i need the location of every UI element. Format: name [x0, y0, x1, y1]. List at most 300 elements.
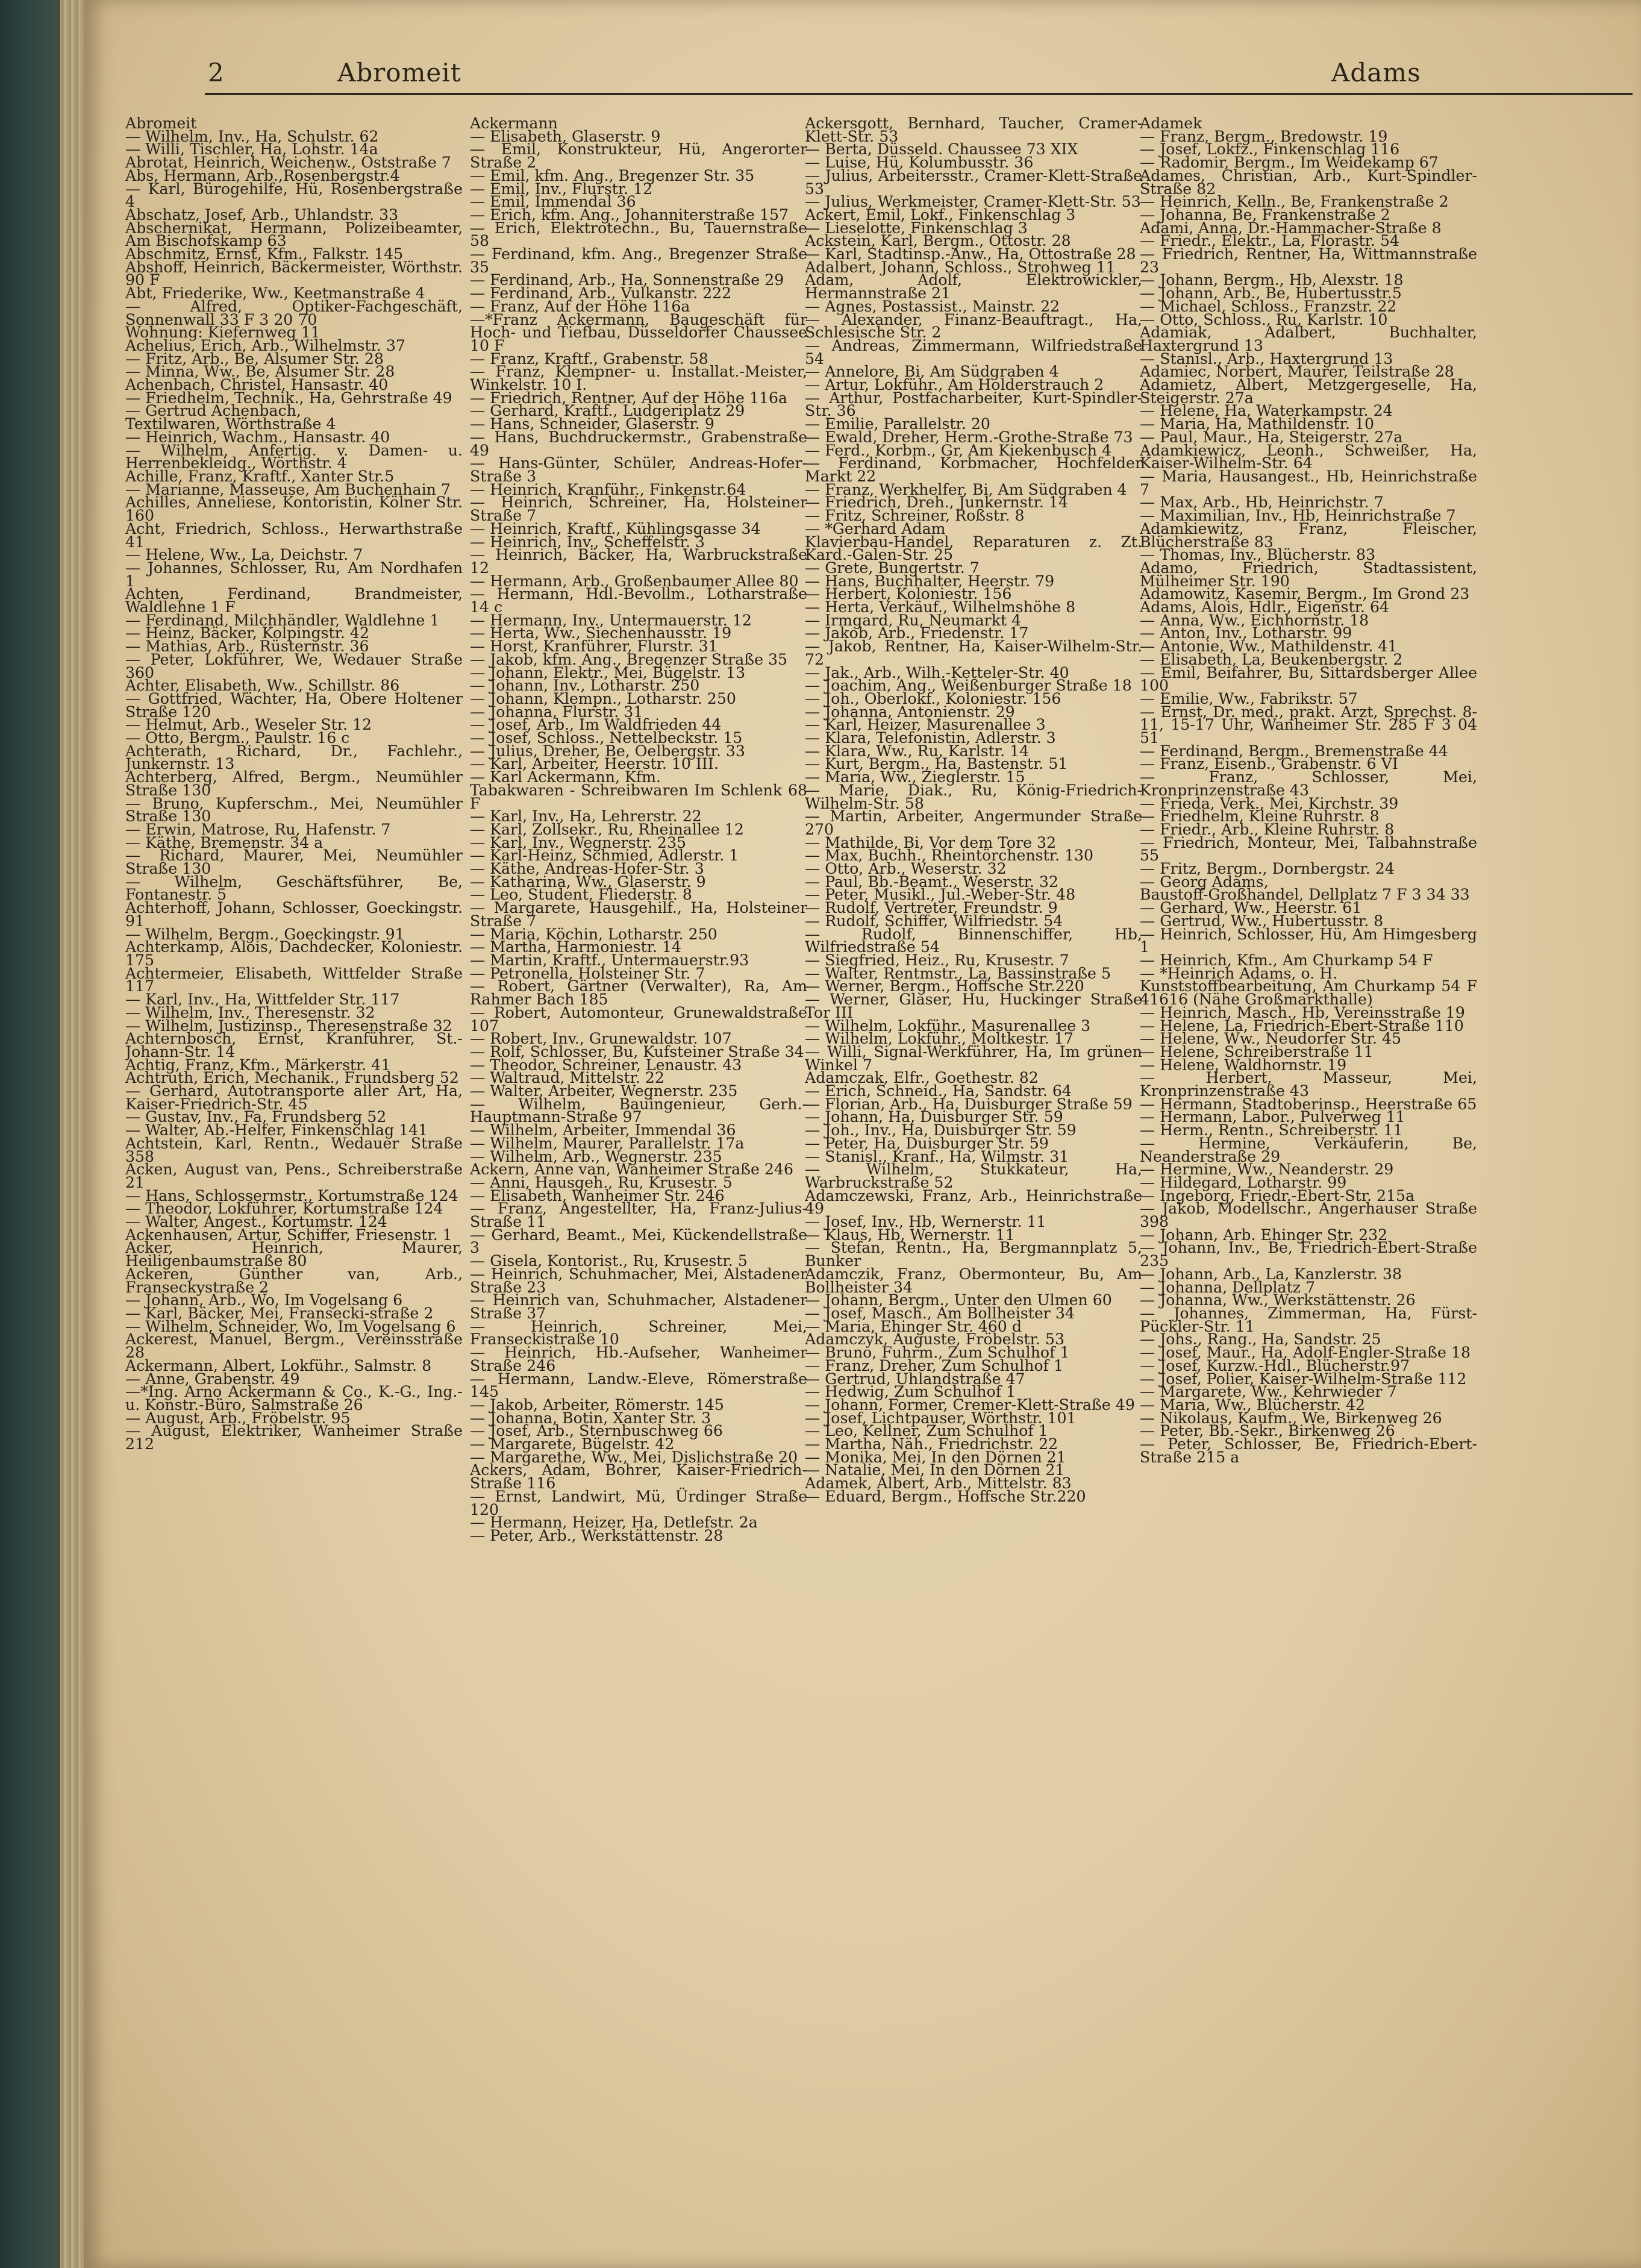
directory-entry: — Hermann, Landw.-Eleve, Römerstraße 145: [470, 1370, 807, 1401]
directory-entry: — Erich, kfm. Ang., Johanniterstraße 157: [470, 205, 789, 224]
directory-entry: — Rolf, Schlosser, Bu, Kufsteiner Straße 34: [470, 1042, 804, 1060]
directory-entry: — Josef, Masch., Am Bollheister 34: [805, 1304, 1075, 1322]
directory-entry: — Fritz, Bergm., Dornbergstr. 24: [1140, 860, 1395, 878]
directory-entry: Achterberg, Alfred, Bergm., Neumühler Straße 130: [125, 768, 463, 799]
directory-entry: — Friedhelm, Technik., Ha, Gehrstraße 49: [125, 389, 452, 407]
directory-entry: Adamkiewitz, Franz, Fleischer, Blücherstraße 83: [1140, 519, 1477, 551]
directory-entry: — Maria, Köchin, Lotharstr. 250: [470, 925, 717, 943]
directory-entry: — Elisabeth, Wanheimer Str. 246: [470, 1186, 725, 1204]
directory-entry: — Jak., Arb., Wilh.-Ketteler-Str. 40: [805, 663, 1069, 681]
directory-entry: — Klara, Ww., Ru, Karlstr. 14: [805, 742, 1030, 760]
directory-entry: — Julius, Arbeitersstr., Cramer-Klett-Straße 53: [805, 166, 1142, 198]
directory-entry: — Peter, Schlosser, Be, Friedrich-Ebert-Straße 215 a: [1140, 1435, 1477, 1466]
directory-entry: — Stefan, Rentn., Ha, Bergmannplatz 5, Bunker: [805, 1239, 1142, 1270]
directory-entry: — Johanna, Botin, Xanter Str. 3: [470, 1409, 711, 1427]
directory-entry: — Hedwig, Zum Schulhof 1: [805, 1383, 1016, 1401]
directory-entry: — Franz, Auf der Höhe 116a: [470, 297, 690, 315]
directory-entry: Wohnung: Kiefernweg 11: [125, 324, 320, 342]
directory-entry: — Herbert, Koloniestr. 156: [805, 585, 1012, 603]
directory-entry: Textilwaren, Wörthstraße 4: [125, 415, 336, 433]
directory-entry: — Wilhelm, Inv., Ha, Schulstr. 62: [125, 127, 379, 145]
directory-entry: — Elisabeth, La, Beukenbergstr. 2: [1140, 650, 1403, 668]
directory-entry: Achille, Franz, Kraftf., Xanter Str.5: [125, 467, 395, 485]
directory-entry: Ackert, Emil, Lokf., Finkenschlag 3: [805, 205, 1076, 224]
directory-entry: — Florian, Arb., Ha, Duisburger Straße 59: [805, 1095, 1133, 1113]
directory-entry: — Hermine, Verkäuferin, Be, Neanderstraße 29: [1140, 1134, 1477, 1165]
directory-entry: — Julius, Dreher, Be, Oelbergstr. 33: [470, 742, 745, 760]
directory-entry: — Helene, Waldhornstr. 19: [1140, 1056, 1347, 1074]
directory-entry: — Frieda, Verk., Mei, Kirchstr. 39: [1140, 794, 1399, 812]
directory-entry: Achenbach, Christel, Hansastr. 40: [125, 376, 389, 394]
directory-entry: — Agnes, Postassist., Mainstr. 22: [805, 297, 1060, 315]
directory-entry: Abschernikat, Hermann, Polizeibeamter, Am Bischofskamp 63: [125, 219, 463, 250]
directory-entry: — Friedrich, Dreh., Junkernstr. 14: [805, 493, 1068, 512]
directory-entry: — Jakob, Modellschr., Angerhauser Straße 398: [1140, 1200, 1477, 1231]
directory-entry: — Johann, Bergm., Hb, Alexstr. 18: [1140, 271, 1404, 289]
directory-entry: — Heinrich, Schuhmacher, Mei, Alstadener Straße 23: [470, 1265, 807, 1296]
directory-entry: — Herbert, Masseur, Mei, Kronprinzenstraße 43: [1140, 1069, 1477, 1100]
directory-entry: — Ferd., Korbm., Gr, Am Kiekenbusch 4: [805, 441, 1112, 459]
directory-entry: — Heinrich, Bäcker, Ha, Warbruckstraße 12: [470, 546, 807, 577]
directory-entry: — Friedr., Arb., Kleine Ruhrstr. 8: [1140, 820, 1395, 838]
directory-entry: — Joachim, Ang., Weißenburger Straße 18: [805, 677, 1132, 695]
directory-entry: — Andreas, Zimmermann, Wilfriedstraße 54: [805, 336, 1142, 368]
directory-entry: Adam, Adolf, Elektrowickler, Hermannstraße 21: [805, 271, 1142, 302]
directory-entry: — Wilhelm, Inv., Theresenstr. 32: [125, 1003, 375, 1021]
directory-entry: — Martha, Näh., Friedrichstr. 22: [805, 1435, 1058, 1453]
directory-entry: — Monika, Mei, In den Dörnen 21: [805, 1448, 1066, 1466]
directory-entry: — Hans, Schneider, Glaserstr. 9: [470, 415, 714, 433]
directory-entry: — Hermann, Stadtoberinsp., Heerstraße 65: [1140, 1095, 1477, 1113]
directory-entry: Tabakwaren - Schreibwaren Im Schlenk 68 F: [470, 781, 807, 812]
directory-entry: — Wilhelm, Lokführ., Masurenallee 3: [805, 1017, 1091, 1035]
directory-entry: — Hildegard, Lotharstr. 99: [1140, 1173, 1347, 1191]
directory-entry: Achtig, Franz, Kfm., Märkerstr. 41: [125, 1056, 391, 1074]
directory-entry: — Josef, Polier, Kaiser-Wilhelm-Straße 112: [1140, 1370, 1467, 1388]
directory-entry: — Wilhelm, Stukkateur, Ha, Warbruckstraße 52: [805, 1161, 1142, 1191]
directory-entry: — Otto, Schloss., Ru, Karlstr. 10: [1140, 310, 1388, 328]
directory-entry: — Mathilde, Bi, Vor dem Tore 32: [805, 833, 1057, 851]
directory-entry: — *Gerhard Adam: [805, 519, 946, 537]
directory-entry: — Annelore, Bi, Am Südgraben 4: [805, 363, 1059, 381]
directory-entry: — Johann, Arb., Be, Hubertusstr.5: [1140, 284, 1402, 302]
directory-entry: Baustoff-Großhandel, Dellplatz 7 F 3 34 33: [1140, 886, 1470, 904]
directory-entry: Ackers, Adam, Bohrer, Kaiser-Friedrich-Straße 116: [470, 1461, 807, 1493]
directory-entry: — August, Elektriker, Wanheimer Straße 212: [125, 1422, 463, 1453]
directory-entry: Ackern, Änne van, Wanheimer Straße 246: [470, 1161, 793, 1179]
directory-entry: — Eduard, Bergm., Hoffsche Str.220: [805, 1487, 1086, 1505]
directory-entry: Kunststoffbearbeitung, Am Churkamp 54 F 41616 (Nähe Großmarkthalle): [1140, 977, 1477, 1009]
directory-entry: — Wilhelm, Bauingenieur, Gerh.-Hauptmann-Straße 97: [470, 1095, 807, 1126]
directory-entry: — Franz, Dreher, Zum Schulhof 1: [805, 1356, 1063, 1374]
directory-entry: — Emilie, Parallelstr. 20: [805, 415, 990, 433]
directory-entry: — Anna, Ww., Eichhornstr. 18: [1140, 611, 1369, 629]
directory-entry: Adamek, Albert, Arb., Mittelstr. 83: [805, 1474, 1072, 1493]
directory-entry: — Elisabeth, Glaserstr. 9: [470, 127, 661, 145]
directory-entry: — Walter, Arbeiter, Wegnerstr. 235: [470, 1082, 738, 1100]
directory-entry: Adamiec, Norbert, Maurer, Teilstraße 28: [1140, 363, 1454, 381]
directory-entry: — Johannes, Schlosser, Ru, Am Nordhafen 1: [125, 559, 463, 590]
directory-entry: Ackerest, Manuel, Bergm., Vereinsstraße 28: [125, 1330, 463, 1362]
directory-entry: — Theodor, Lokführer, Kortumstraße 124: [125, 1200, 443, 1218]
directory-entry: — Hermann, Inv., Untermauerstr. 12: [470, 611, 752, 629]
directory-entry: — Gertrud Achenbach,: [125, 402, 301, 420]
directory-entry: — Heinrich, Hb.-Aufseher, Wanheimer Straße 246: [470, 1344, 807, 1374]
directory-entry: — Peter, Musikl., Jul.-Weber-Str. 48: [805, 886, 1076, 904]
directory-entry: — Wilhelm, Schneider, Wo, Im Vogelsang 6: [125, 1317, 456, 1335]
directory-entry: — Josef, Lichtpauser, Wörthstr. 101: [805, 1409, 1077, 1427]
directory-entry: — Peter, Bb.-Sekr., Birkenweg 26: [1140, 1422, 1395, 1440]
directory-entry: — Willi, Tischler, Ha, Lohstr. 14a: [125, 140, 378, 158]
directory-entry: — Wilhelm, Arbeiter, Immendal 36: [470, 1121, 736, 1139]
directory-entry: — Emil, Immendal 36: [470, 193, 636, 211]
directory-entry: Achtstein, Karl, Rentn., Wedauer Straße 358: [125, 1134, 463, 1165]
directory-entry: — Gustav, Inv., Fa, Frundsberg 52: [125, 1108, 387, 1126]
header-rule: [205, 93, 1633, 95]
directory-entry: — Grete, Bungertstr. 7: [805, 559, 980, 577]
directory-entry: — Karl, Inv., Ha, Lehrerstr. 22: [470, 807, 702, 825]
directory-entry: — Bruno, Kupferschm., Mei, Neumühler Straße 130: [125, 794, 463, 825]
directory-entry: — Karl Ackermann, Kfm.: [470, 768, 661, 786]
directory-entry: — Michael, Schloss., Franzstr. 22: [1140, 297, 1397, 315]
directory-entry: — Karl, Inv., Ha, Wittfelder Str. 117: [125, 991, 400, 1009]
directory-entry: Adamkiewicz, Leonh., Schweißer, Ha, Kaiser-Wilhelm-Str. 64: [1140, 441, 1477, 472]
directory-entry: — Wilhelm, Lokführ., Moltkestr. 17: [805, 1030, 1074, 1048]
directory-entry: — Heinrich, Schreiner, Mei, Franseckistraße 10: [470, 1317, 807, 1349]
directory-entry: — Josef, Maur., Ha, Adolf-Engler-Straße 18: [1140, 1344, 1471, 1362]
directory-entry: — Max, Arb., Hb, Heinrichstr. 7: [1140, 493, 1384, 512]
directory-entry: — Klaus, Hb, Wernerstr. 11: [805, 1226, 1015, 1244]
directory-entry: — Wilhelm, Maurer, Parallelstr. 17a: [470, 1134, 745, 1152]
directory-entry: — Johann, Arb., Wo, Im Vogelsang 6: [125, 1291, 403, 1309]
directory-entry: — Gisela, Kontorist., Ru, Krusestr. 5: [470, 1252, 748, 1270]
directory-entry: — Hans, Buchdruckermstr., Grabenstraße 49: [470, 428, 807, 459]
directory-entry: —*Ing. Arno Ackermann & Co., K.-G., Ing.- u. Konstr.-Büro, Salmstraße 26: [125, 1383, 463, 1414]
directory-entry: — Ernst, Dr. med., prakt. Arzt, Sprechst. 8-11, 15-17 Uhr, Wanheimer Str. 285 F 3 04 51: [1140, 703, 1477, 747]
directory-entry: — Johann, Ha, Duisburger Str. 59: [805, 1108, 1063, 1126]
directory-entry: — Gerhard, Kraftf., Ludgeriplatz 29: [470, 402, 745, 420]
directory-entry: Abrotat, Heinrich, Weichenw., Oststraße 7: [125, 154, 451, 172]
directory-entry: — Hans, Buchhalter, Heerstr. 79: [805, 572, 1055, 590]
directory-entry: Adames, Christian, Arb., Kurt-Spindler-Straße 82: [1140, 166, 1477, 198]
directory-entry: — Johann, Former, Cremer-Klett-Straße 49: [805, 1396, 1135, 1414]
directory-entry: — Franz, Schlosser, Mei, Kronprinzenstraße 43: [1140, 768, 1477, 799]
directory-entry: — Otto, Bergm., Paulstr. 16 c: [125, 729, 350, 747]
directory-entry: — Alfred, Optiker-Fachgeschäft, Sonnenwall 33 F 3 20 70: [125, 297, 463, 328]
directory-entry: — Stanisl., Arb., Haxtergrund 13: [1140, 349, 1393, 368]
directory-entry: — Gerhard, Ww., Heerstr. 61: [1140, 899, 1362, 917]
directory-entry: — Emilie, Ww., Fabrikstr. 57: [1140, 689, 1358, 707]
directory-entry: — Käthe, Bremenstr. 34 a: [125, 833, 324, 851]
directory-entry: Achter, Elisabeth, Ww., Schillstr. 86: [125, 677, 400, 695]
directory-entry: — Siegfried, Heiz., Ru, Krusestr. 7: [805, 951, 1069, 969]
directory-entry: — Hermann, Hdl.-Bevollm., Lotharstraße 14 c: [470, 585, 807, 616]
directory-entry: — Franz, Klempner- u. Installat.-Meister, Winkelstr. 10 I.: [470, 363, 807, 394]
directory-entry: Achterhoff, Johann, Schlosser, Goeckingstr. 91: [125, 899, 463, 930]
directory-entry: — Heinrich, Kranführ., Finkenstr.64: [470, 480, 746, 498]
directory-entry: — Ernst, Landwirt, Mü, Ürdinger Straße 120: [470, 1487, 807, 1518]
directory-entry: — Thomas, Inv., Blücherstr. 83: [1140, 546, 1376, 564]
directory-entry: — Karl-Heinz, Schmied, Adlerstr. 1: [470, 847, 739, 865]
directory-entry: — Antonie, Ww., Mathildenstr. 41: [1140, 637, 1398, 656]
directory-entry: — Lieselotte, Finkenschlag 3: [805, 219, 1028, 237]
directory-entry: Abschmitz, Ernst, Kfm., Falkstr. 145: [125, 245, 404, 263]
directory-entry: — Ferdinand, Milchhändler, Waldlehne 1: [125, 611, 440, 629]
directory-entry: — Wilhelm, Justizinsp., Theresenstraße 32: [125, 1017, 452, 1035]
directory-entry: Adamo, Friedrich, Stadtassistent, Mülheimer Str. 190: [1140, 559, 1477, 590]
directory-entry: — Anne, Grabenstr. 49: [125, 1370, 300, 1388]
directory-entry: — Waltraud, Mittelstr. 22: [470, 1069, 664, 1087]
directory-entry: — Helene, La, Friedrich-Ebert-Straße 110: [1140, 1017, 1464, 1035]
directory-entry: Klavierbau-Handel, Reparaturen z. Zt. Kard.-Galen-Str. 25: [805, 533, 1142, 564]
directory-entry: — Maria, Hausangest., Hb, Heinrichstraße 7: [1140, 467, 1477, 498]
directory-entry: — Friedrich, Monteur, Mei, Talbahnstraße 55: [1140, 833, 1477, 865]
directory-entry: — Radomir, Bergm., Im Weidekamp 67: [1140, 154, 1439, 172]
directory-entry: — Herta, Verkäuf., Wilhelmshöhe 8: [805, 598, 1076, 616]
directory-entry: — Josef, Schloss., Nettelbeckstr. 15: [470, 729, 743, 747]
directory-entry: Abromeit: [125, 117, 197, 132]
directory-entry: — Johannes, Zimmerman, Ha, Fürst-Pückler-Str. 11: [1140, 1304, 1477, 1335]
directory-entry: — Josef, Inv., Hb, Wernerstr. 11: [805, 1213, 1046, 1231]
directory-entry: — Theodor, Schreiner, Lenaustr. 43: [470, 1056, 742, 1074]
directory-entry: Adams, Alois, Hdlr., Eigenstr. 64: [1140, 598, 1390, 616]
column-3: [805, 117, 1142, 2202]
directory-entry: Acht, Friedrich, Schloss., Herwarthstraße 41: [125, 519, 463, 551]
directory-entry: — Franz, Angestellter, Ha, Franz-Julius-Straße 11: [470, 1200, 807, 1231]
directory-entry: Abs, Hermann, Arb.,Rosenbergstr.4: [125, 166, 400, 184]
directory-entry: — Joh., Oberlokf., Koloniestr. 156: [805, 689, 1061, 707]
directory-entry: Ackermann, Albert, Lokführ., Salmstr. 8: [125, 1356, 432, 1374]
directory-entry: — Horst, Kranführer, Flurstr. 31: [470, 637, 718, 656]
directory-entry: — Helene, Ha, Waterkampstr. 24: [1140, 402, 1393, 420]
directory-entry: — Ferdinand, Bergm., Bremenstraße 44: [1140, 742, 1448, 760]
directory-entry: — Emil, Inv., Flurstr. 12: [470, 180, 653, 198]
directory-entry: — Johanna, Antonienstr. 29: [805, 703, 1015, 721]
directory-entry: — Jakob, Arb., Friedenstr. 17: [805, 624, 1029, 642]
directory-entry: — Hans, Schlossermstr., Kortumstraße 124: [125, 1186, 458, 1204]
directory-entry: — Joh., Inv., Ha, Duisburger Str. 59: [805, 1121, 1077, 1139]
directory-entry: — Johann, Arb. Ehinger Str. 232: [1140, 1226, 1388, 1244]
directory-entry: — Katharina, Ww., Glaserstr. 9: [470, 872, 706, 891]
directory-entry: Ackenhausen, Artur, Schiffer, Friesenstr. 1: [125, 1226, 452, 1244]
directory-entry: — Johs., Rang., Ha, Sandstr. 25: [1140, 1330, 1381, 1349]
directory-entry: — Berta, Düsseld. Chaussee 73 XIX: [805, 140, 1078, 158]
directory-entry: Achternbosch, Ernst, Kranführer, St.-Johann-Str. 14: [125, 1030, 463, 1060]
directory-entry: — Hermann, Arb., Großenbaumer Allee 80: [470, 572, 799, 590]
directory-entry: — Walter, Rentmstr., La, Bassinstraße 5: [805, 964, 1111, 982]
directory-entry: — Paul, Maur., Ha, Steigerstr. 27a: [1140, 428, 1403, 446]
directory-entry: — Franz, Eisenb., Grabenstr. 6 VI: [1140, 755, 1398, 773]
directory-entry: — Johann, Elektr., Mei, Bügelstr. 13: [470, 663, 746, 681]
directory-entry: Achtermeier, Elisabeth, Wittfelder Straße 117: [125, 964, 463, 995]
directory-entry: — Werner, Bergm., Hoffsche Str.220: [805, 977, 1084, 995]
directory-entry: Ackeren, Günther van, Arb., Franseckystraße 2: [125, 1265, 463, 1296]
directory-entry: — Natalie, Mei, In den Dörnen 21: [805, 1461, 1065, 1479]
directory-entry: Adamiak, Adalbert, Buchhalter, Haxtergrund 13: [1140, 324, 1477, 354]
column-2: [470, 117, 807, 2202]
directory-entry: — Rudolf, Schiffer, Wilfriedstr. 54: [805, 912, 1063, 930]
directory-entry: — Maria, Ehinger Str. 460 d: [805, 1317, 1022, 1335]
directory-entry: — Käthe, Andreas-Hofer-Str. 3: [470, 860, 704, 878]
directory-entry: — Heinrich, Inv., Scheffelstr. 3: [470, 533, 705, 551]
directory-entry: — Karl, Stadtinsp.-Anw., Ha, Ottostraße 28: [805, 245, 1136, 263]
directory-entry: —*Franz Ackermann, Baugeschäft für Hoch- und Tiefbau, Düsseldorfer Chaussee 10 F: [470, 310, 807, 354]
directory-entry: — Hermann, Heizer, Ha, Detlefstr. 2a: [470, 1514, 758, 1532]
directory-entry: — Heinrich, Wachm., Hansastr. 40: [125, 428, 390, 446]
directory-entry: — Johann, Inv., Be, Friedrich-Ebert-Straße 235: [1140, 1239, 1477, 1270]
directory-entry: Adamietz, Albert, Metzgergeselle, Ha, Steigerstr. 27a: [1140, 376, 1477, 407]
directory-entry: — Anni, Hausgeh., Ru, Krusestr. 5: [470, 1173, 733, 1191]
directory-entry: — Heinrich, Kraftf., Kühlingsgasse 34: [470, 519, 761, 537]
directory-entry: — Heinrich, Schreiner, Ha, Holsteiner Straße 7: [470, 493, 807, 525]
directory-entry: — Marianne, Masseuse, Am Buchenhain 7: [125, 480, 451, 498]
directory-entry: — Petronella, Holsteiner Str. 7: [470, 964, 705, 982]
directory-entry: — Gertrud, Ww., Hubertusstr. 8: [1140, 912, 1384, 930]
directory-entry: Achilles, Anneliese, Kontoristin, Kölner Str. 160: [125, 493, 463, 525]
directory-entry: — Margarete, Ww., Kehrwieder 7: [1140, 1383, 1397, 1401]
directory-entry: — Karl, Bürogehilfe, Hü, Rosenbergstraße 4: [125, 180, 463, 211]
directory-entry: — Martha, Harmoniestr. 14: [470, 938, 682, 956]
directory-entry: — Ferdinand, Korbmacher, Hochfelder Markt 22: [805, 454, 1142, 485]
directory-entry: — Irmgard, Ru, Neumarkt 4: [805, 611, 1022, 629]
directory-entry: — Paul, Bb.-Beamt., Weserstr. 32: [805, 872, 1058, 891]
directory-entry: — Ferdinand, Arb., Ha, Sonnenstraße 29: [470, 271, 784, 289]
directory-entry: — Otto, Arb., Weserstr. 32: [805, 860, 1007, 878]
directory-entry: — Maximilian, Inv., Hb, Heinrichstraße 7: [1140, 507, 1456, 525]
directory-entry: Abschatz, Josef, Arb., Uhlandstr. 33: [125, 205, 399, 224]
directory-entry: — Helmut, Arb., Weseler Str. 12: [125, 716, 372, 734]
directory-entry: Achterath, Richard, Dr., Fachlehr., Junkernstr. 13: [125, 742, 463, 773]
directory-entry: — Margarethe, Ww., Mei, Dislichstraße 20: [470, 1448, 798, 1466]
directory-entry: — Walter, Ab.-Helfer, Finkenschlag 141: [125, 1121, 428, 1139]
directory-entry: — Erwin, Matrose, Ru, Hafenstr. 7: [125, 820, 391, 838]
directory-entry: — Walter, Angest., Kortumstr. 124: [125, 1213, 387, 1231]
directory-entry: — Georg Adams,: [1140, 872, 1269, 891]
directory-entry: — Anton, Inv., Lotharstr. 99: [1140, 624, 1352, 642]
directory-entry: — Alexander, Finanz-Beauftragt., Ha, Schlesische Str. 2: [805, 310, 1142, 342]
directory-entry: — Wilhelm, Anfertig. v. Damen- u. Herrenbekleidg., Wörthstr. 4: [125, 441, 463, 472]
directory-entry: — Peter, Arb., Werkstättenstr. 28: [470, 1526, 724, 1544]
page-number: 2: [208, 58, 225, 87]
directory-entry: — Johann, Inv., Lotharstr. 250: [470, 677, 700, 695]
directory-entry: — Johanna, Ww., Werkstättenstr. 26: [1140, 1291, 1416, 1309]
directory-entry: — Friedrich, Rentner, Ha, Wittmannstraße 23: [1140, 245, 1477, 276]
directory-entry: — Willi, Signal-Werkführer, Ha, Im grünen Winkel 7: [805, 1042, 1142, 1074]
directory-entry: — Josef, Arb., Sternbuschweg 66: [470, 1422, 723, 1440]
directory-entry: Adamczak, Elfr., Goethestr. 82: [805, 1069, 1039, 1087]
directory-entry: — Heinrich, Schlosser, Hü, Am Himgesberg 1: [1140, 925, 1477, 956]
directory-entry: — Erich, Schneid., Ha, Sandstr. 64: [805, 1082, 1072, 1100]
directory-entry: — Fritz, Arb., Be, Alsumer Str. 28: [125, 349, 384, 368]
directory-entry: — Jakob, Rentner, Ha, Kaiser-Wilhelm-Str. 72: [805, 637, 1142, 668]
directory-entry: — Karl, Inv., Wegnerstr. 235: [470, 833, 687, 851]
directory-entry: Adamek: [1140, 117, 1202, 132]
directory-entry: — Wilhelm, Geschäftsführer, Be, Fontanestr. 5: [125, 872, 463, 904]
directory-entry: Abt, Friederike, Ww., Keetmanstraße 4: [125, 284, 425, 302]
directory-entry: — Fritz, Schreiner, Roßstr. 8: [805, 507, 1025, 525]
directory-entry: — Peter, Ha, Duisburger Str. 59: [805, 1134, 1049, 1152]
directory-entry: — Emil, kfm. Ang., Bregenzer Str. 35: [470, 166, 755, 184]
directory-entry: — Richard, Maurer, Mei, Neumühler Straße 130: [125, 847, 463, 878]
directory-entry: — Johann, Bergm., Unter den Ulmen 60: [805, 1291, 1112, 1309]
directory-entry: — Karl, Zollsekr., Ru, Rheinallee 12: [470, 820, 744, 838]
directory-entry: — Luise, Hü, Kolumbusstr. 36: [805, 154, 1034, 172]
directory-entry: Adamowitz, Kasemir, Bergm., Im Grond 23: [1140, 585, 1470, 603]
directory-entry: — Nikolaus, Kaufm., We, Birkenweg 26: [1140, 1409, 1442, 1427]
directory-entry: — Friedr., Elektr., La, Florastr. 54: [1140, 232, 1399, 250]
directory-entry: — Leo, Kellner, Zum Schulhof 1: [805, 1422, 1048, 1440]
directory-entry: — Werner, Glaser, Hu, Huckinger Straße Tor III: [805, 991, 1142, 1021]
column-4: [1140, 117, 1477, 2202]
directory-entry: — Martin, Kraftf., Untermauerstr.93: [470, 951, 749, 969]
directory-entry: — Julius, Werkmeister, Cramer-Klett-Str. 53: [805, 193, 1141, 211]
directory-entry: — Heinz, Bäcker, Kolpingstr. 42: [125, 624, 369, 642]
directory-entry: — Maria, Ww., Zieglerstr. 15: [805, 768, 1025, 786]
directory-entry: — Josef, Lokfz., Finkenschlag 116: [1140, 140, 1400, 158]
directory-entry: — Herm., Rentn., Schreiberstr. 11: [1140, 1121, 1403, 1139]
directory-entry: — Arthur, Postfacharbeiter, Kurt-Spindler-Str. 36: [805, 389, 1142, 420]
directory-entry: — August, Arb., Fröbelstr. 95: [125, 1409, 351, 1427]
directory-entry: Adami, Anna, Dr.-Hammacher-Straße 8: [1140, 219, 1442, 237]
directory-entry: Achten, Ferdinand, Brandmeister, Waldlehne 1 F: [125, 585, 463, 616]
directory-entry: Acker, Heinrich, Maurer, Heiligenbaumstraße 80: [125, 1239, 463, 1270]
directory-entry: Achtruth, Erich, Mechanik., Frundsberg 52: [125, 1069, 459, 1087]
directory-entry: — Wilhelm, Bergm., Goeckingstr. 91: [125, 925, 405, 943]
directory-entry: — Stanisl., Kranf., Ha, Wilmstr. 31: [805, 1147, 1069, 1165]
directory-entry: — Ferdinand, Arb., Vulkanstr. 222: [470, 284, 732, 302]
directory-entry: — Robert, Automonteur, Grunewaldstraße 107: [470, 1003, 807, 1035]
directory-entry: — Maria, Ha, Mathildenstr. 10: [1140, 415, 1375, 433]
directory-entry: — Heinrich, Masch., Hb, Vereinsstraße 19: [1140, 1003, 1465, 1021]
directory-entry: — Jakob, Arbeiter, Römerstr. 145: [470, 1396, 724, 1414]
directory-entry: — Hermann, Labor., Pulverweg 11: [1140, 1108, 1405, 1126]
directory-entry: — Helene, Ww., La, Deichstr. 7: [125, 546, 363, 564]
directory-entry: — Ewald, Dreher, Herm.-Grothe-Straße 73: [805, 428, 1133, 446]
directory-entry: — Margarete, Bügelstr. 42: [470, 1435, 675, 1453]
directory-entry: Adamczewski, Franz, Arb., Heinrichstraße 49: [805, 1186, 1142, 1218]
directory-entry: Achelius, Erich, Arb., Wilhelmstr. 37: [125, 336, 405, 354]
directory-entry: — Emil, Konstrukteur, Hü, Angerorter Straße 2: [470, 140, 807, 172]
directory-entry: — Gerhard, Beamt., Mei, Kückendellstraße 3: [470, 1226, 807, 1257]
directory-entry: Ackersgott, Bernhard, Taucher, Cramer-Klett-Str. 53: [805, 117, 1142, 145]
directory-entry: — Gertrud, Uhlandstraße 47: [805, 1370, 1025, 1388]
directory-entry: — Leo, Student, Fliederstr. 8: [470, 886, 692, 904]
directory-entry: — Ingeborg, Friedr.-Ebert-Str. 215a: [1140, 1186, 1415, 1204]
directory-entry: — Karl, Arbeiter, Heerstr. 10 III.: [470, 755, 719, 773]
directory-entry: Adalbert, Johann, Schloss., Strohweg 11: [805, 258, 1116, 276]
directory-entry: Adamczik, Franz, Obermonteur, Bu, Am Bollheister 34: [805, 1265, 1142, 1296]
directory-entry: — Johanna, Be, Frankenstraße 2: [1140, 205, 1390, 224]
directory-entry: — Johanna, Flurstr. 31: [470, 703, 643, 721]
directory-entry: Acken, August van, Pens., Schreiberstraße 21: [125, 1161, 463, 1191]
directory-entry: — Martin, Arbeiter, Angermunder Straße 270: [805, 807, 1142, 838]
directory-entry: — Ferdinand, kfm. Ang., Bregenzer Straße 35: [470, 245, 807, 276]
directory-entry: Ackermann: [470, 117, 558, 132]
directory-entry: — Johanna, Dellplatz 7: [1140, 1278, 1315, 1296]
directory-entry: — Mathias, Arb., Rüsternstr. 36: [125, 637, 369, 656]
directory-entry: — Franz, Werkhelfer, Bi, Am Südgraben 4: [805, 480, 1127, 498]
directory-entry: — Karl, Heizer, Masurenallee 3: [805, 716, 1046, 734]
directory-entry: — Johann, Klempn., Lotharstr. 250: [470, 689, 736, 707]
directory-entry: — *Heinrich Adams, o. H.: [1140, 964, 1338, 982]
directory-entry: — Friedrich, Rentner, Auf der Höhe 116a: [470, 389, 788, 407]
directory-entry: — Heinrich van, Schuhmacher, Alstadener Straße 37: [470, 1291, 807, 1322]
directory-entry: — Marie, Diak., Ru, König-Friedrich-Wilhelm-Str. 58: [805, 781, 1142, 812]
directory-entry: — Artur, Lokführ., Am Holderstrauch 2: [805, 376, 1104, 394]
directory-entry: Adamczyk, Auguste, Fröbelstr. 53: [805, 1330, 1064, 1349]
directory-entry: — Minna, Ww., Be, Alsumer Str. 28: [125, 363, 395, 381]
directory-entry: — Heinrich, Kfm., Am Churkamp 54 F: [1140, 951, 1433, 969]
